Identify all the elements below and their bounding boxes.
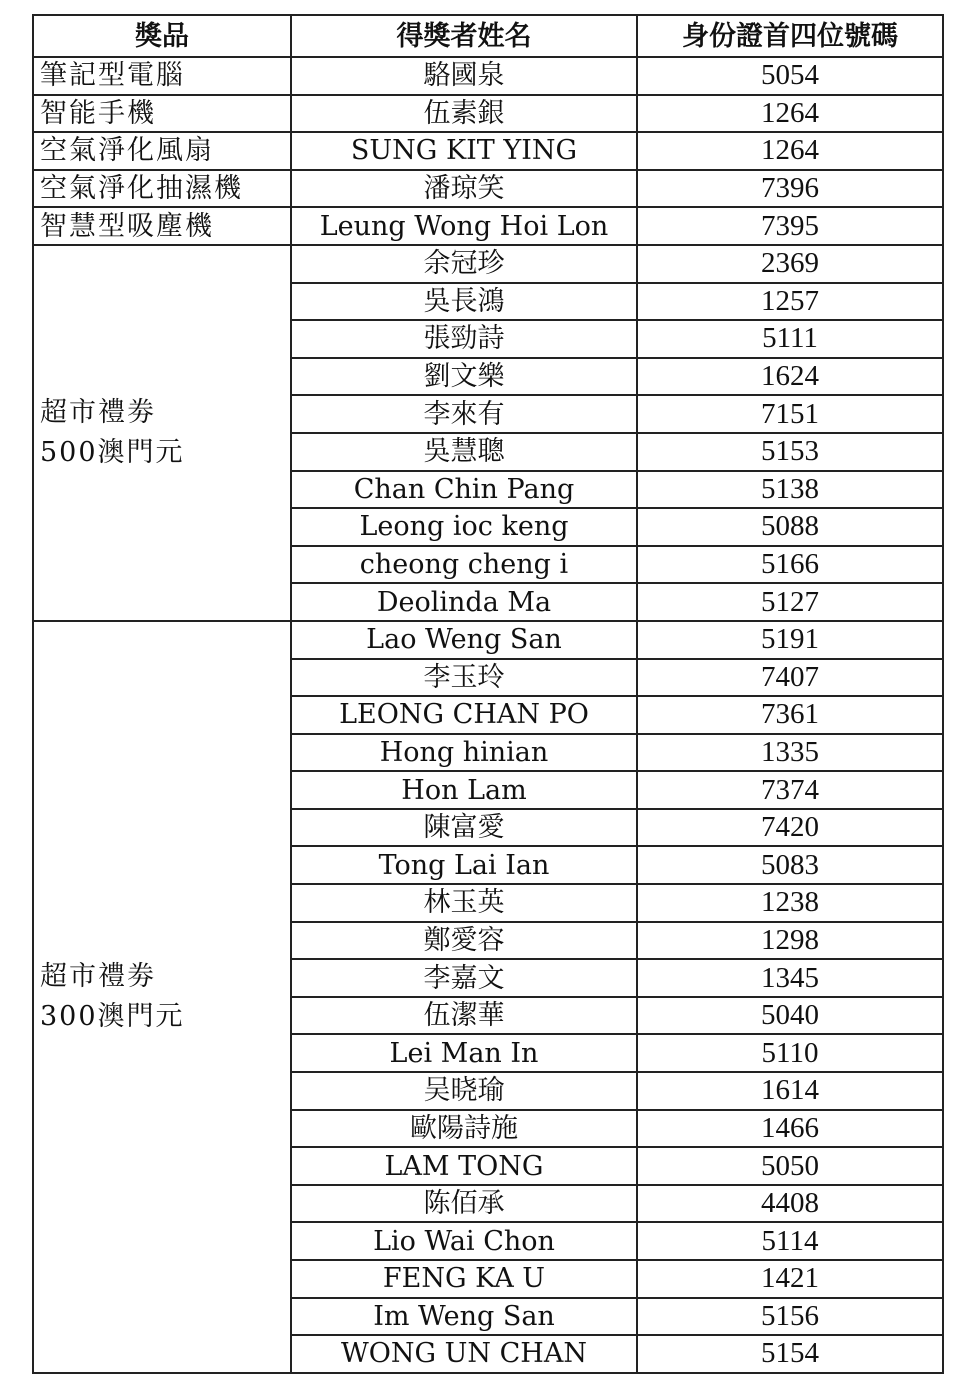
id-prefix-cell: 5088 — [637, 508, 943, 546]
table-row — [33, 207, 943, 245]
id-prefix-cell: 1421 — [637, 1260, 943, 1298]
table-row — [33, 170, 943, 208]
prize-group-line2: 300澳門元 — [40, 1000, 185, 1032]
winner-name-cell: WONG UN CHAN — [291, 1335, 637, 1373]
header-row — [33, 15, 943, 57]
id-prefix-cell: 5156 — [637, 1298, 943, 1336]
id-prefix-cell: 1238 — [637, 884, 943, 922]
id-prefix-cell: 5127 — [637, 583, 943, 621]
winners-table-container — [32, 14, 944, 1374]
id-prefix-cell: 7407 — [637, 659, 943, 697]
winner-name-cell: 吴晓瑜 — [291, 1072, 637, 1110]
prize-cell: 空氣淨化風扇 — [33, 132, 291, 170]
id-prefix-cell: 7396 — [637, 170, 943, 208]
table-row — [33, 132, 943, 170]
winner-name-cell: 吳長鴻 — [291, 283, 637, 321]
winner-name-cell: 駱國泉 — [291, 57, 637, 95]
prize-cell: 智能手機 — [33, 95, 291, 133]
prize-group-cell — [33, 621, 291, 1373]
prize-cell: 空氣淨化抽濕機 — [33, 170, 291, 208]
id-prefix-cell: 5083 — [637, 846, 943, 884]
id-prefix-cell: 1466 — [637, 1110, 943, 1148]
prize-cell: 筆記型電腦 — [33, 57, 291, 95]
winner-name-cell: FENG KA U — [291, 1260, 637, 1298]
header-id-prefix: 身份證首四位號碼 — [637, 15, 943, 57]
id-prefix-cell: 7151 — [637, 395, 943, 433]
winner-name-cell: 陈佰承 — [291, 1185, 637, 1223]
winner-name-cell: 余冠珍 — [291, 245, 637, 283]
header-prize: 獎品 — [33, 15, 291, 57]
id-prefix-cell: 4408 — [637, 1185, 943, 1223]
id-prefix-cell: 7420 — [637, 809, 943, 847]
table-row — [33, 621, 943, 659]
table-row — [33, 95, 943, 133]
winner-name-cell: LEONG CHAN PO — [291, 696, 637, 734]
winner-name-cell: 陳富愛 — [291, 809, 637, 847]
id-prefix-cell: 7374 — [637, 771, 943, 809]
id-prefix-cell: 5138 — [637, 471, 943, 509]
winner-name-cell: Im Weng San — [291, 1298, 637, 1336]
winner-name-cell: 李來有 — [291, 395, 637, 433]
id-prefix-cell: 5054 — [637, 57, 943, 95]
winner-name-cell: Leong ioc keng — [291, 508, 637, 546]
winner-name-cell: Hon Lam — [291, 771, 637, 809]
id-prefix-cell: 1335 — [637, 734, 943, 772]
id-prefix-cell: 5040 — [637, 997, 943, 1035]
winner-name-cell: 伍素銀 — [291, 95, 637, 133]
id-prefix-cell: 5154 — [637, 1335, 943, 1373]
winner-name-cell: Tong Lai Ian — [291, 846, 637, 884]
prize-group-line2: 500澳門元 — [40, 436, 185, 468]
id-prefix-cell: 2369 — [637, 245, 943, 283]
table-row — [33, 245, 943, 283]
winner-name-cell: Lei Man In — [291, 1034, 637, 1072]
id-prefix-cell: 1264 — [637, 95, 943, 133]
winner-name-cell: Leung Wong Hoi Lon — [291, 207, 637, 245]
id-prefix-cell: 5153 — [637, 433, 943, 471]
id-prefix-cell: 1624 — [637, 358, 943, 396]
id-prefix-cell: 1264 — [637, 132, 943, 170]
winner-name-cell: 鄭愛容 — [291, 922, 637, 960]
prize-group-line1: 超市禮劵 — [40, 960, 156, 992]
id-prefix-cell: 5191 — [637, 621, 943, 659]
winner-name-cell: 伍潔華 — [291, 997, 637, 1035]
id-prefix-cell: 1298 — [637, 922, 943, 960]
prize-cell: 智慧型吸塵機 — [33, 207, 291, 245]
id-prefix-cell: 7361 — [637, 696, 943, 734]
id-prefix-cell: 5110 — [637, 1034, 943, 1072]
id-prefix-cell: 5166 — [637, 546, 943, 584]
winner-name-cell: Chan Chin Pang — [291, 471, 637, 509]
winner-name-cell: Lao Weng San — [291, 621, 637, 659]
winner-name-cell: Lio Wai Chon — [291, 1222, 637, 1260]
winner-name-cell: 潘琼笑 — [291, 170, 637, 208]
id-prefix-cell: 5111 — [637, 320, 943, 358]
winner-name-cell: 李玉玲 — [291, 659, 637, 697]
winners-table-body — [33, 57, 943, 1373]
id-prefix-cell: 1345 — [637, 959, 943, 997]
winner-name-cell: 劉文樂 — [291, 358, 637, 396]
winner-name-cell: 林玉英 — [291, 884, 637, 922]
winner-name-cell: Hong hinian — [291, 734, 637, 772]
winner-name-cell: LAM TONG — [291, 1147, 637, 1185]
winner-name-cell: cheong cheng i — [291, 546, 637, 584]
table-row — [33, 57, 943, 95]
prize-group-cell — [33, 245, 291, 621]
winner-name-cell: 張勁詩 — [291, 320, 637, 358]
id-prefix-cell: 1614 — [637, 1072, 943, 1110]
winner-name-cell: 李嘉文 — [291, 959, 637, 997]
id-prefix-cell: 1257 — [637, 283, 943, 321]
id-prefix-cell: 5114 — [637, 1222, 943, 1260]
id-prefix-cell: 5050 — [637, 1147, 943, 1185]
winner-name-cell: 吳慧聰 — [291, 433, 637, 471]
winner-name-cell: Deolinda Ma — [291, 583, 637, 621]
winner-name-cell: SUNG KIT YING — [291, 132, 637, 170]
winner-name-cell: 歐陽詩施 — [291, 1110, 637, 1148]
id-prefix-cell: 7395 — [637, 207, 943, 245]
header-winner-name: 得獎者姓名 — [291, 15, 637, 57]
prize-group-line1: 超市禮劵 — [40, 396, 156, 428]
winners-table — [32, 14, 944, 1374]
